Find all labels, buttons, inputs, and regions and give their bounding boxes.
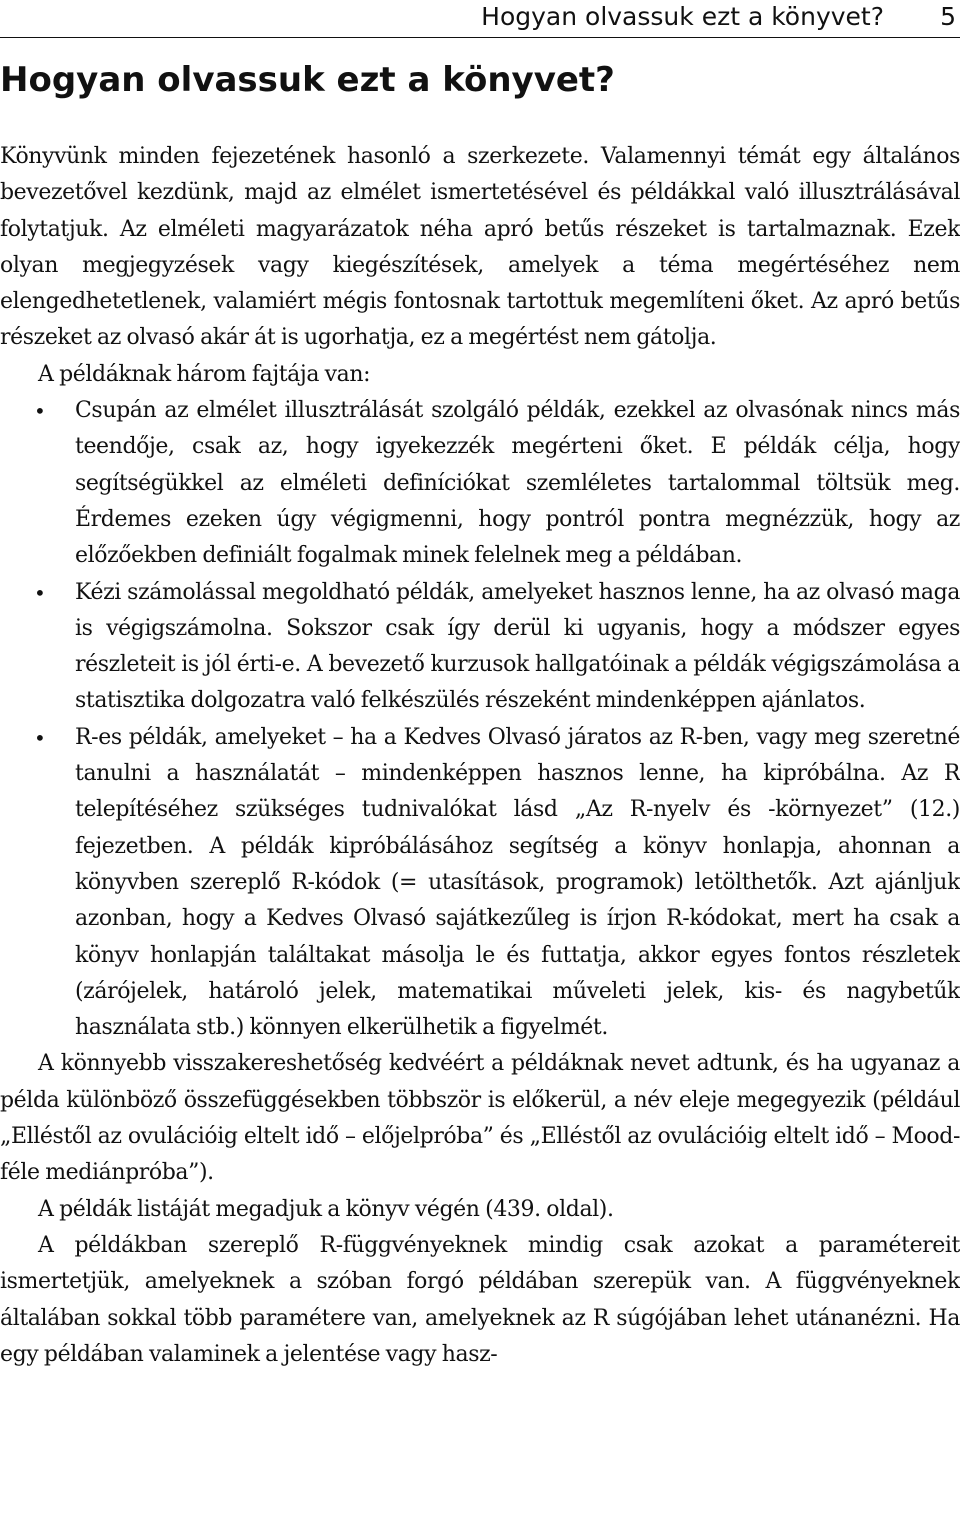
paragraph-example-naming: A könnyebb visszakereshetőség kedvéért a példáknak nevet adtunk, és ha ugyanaz a példa különböző összefüggésekben többször is előkerül, a név eleje megegyezik (például „Elléstől az ovulációig eltelt idő – előjelpróba” és „Elléstől az ovulációig eltelt idő – Mood-féle mediánpróba”). (0, 1051, 960, 1186)
bullet-icon: • (34, 580, 46, 605)
list-item-text: Csupán az elmélet illusztrálását szolgáló példák, ezekkel az olvasónak nincs más teendője, csak az, hogy igyekezzék megérteni őket. E példák célja, hogy segítségükkel az elméleti definíciókat szemléletes tartalommal töltsük meg. Érdemes ezeken úgy végigmenni, hogy pontról pontra megnézzük, hogy az előzőekben definiált fogalmak minek felelnek meg a példában. (75, 398, 960, 569)
list-item-manual-examples (0, 575, 960, 720)
list-item-r-examples (0, 720, 960, 1047)
paragraph-example-types-intro: A példáknak három fajtája van: (38, 361, 371, 387)
list-item-text: Kézi számolással megoldható példák, amelyeket hasznos lenne, ha az olvasó maga is végigszámolna. Sokszor csak így derül ki ugyanis, hogy a módszer egyes részleteit is jól érti-e. A bevezető kurzusok hallgatóinak a példák végigszámolása a statisztika dolgozatra való felkészülés részeként mindenképpen ajánlatos. (75, 579, 960, 714)
example-types-list (0, 393, 960, 1046)
bullet-icon: • (34, 399, 46, 424)
section-title: Hogyan olvassuk ezt a könyvet? (0, 60, 615, 100)
list-item-text: R-es példák, amelyeket – ha a Kedves Olvasó járatos az R-ben, vagy meg szeretné tanulni a használatát – mindenképpen hasznos lenne, ha kipróbálna. Az R telepítéséhez szükséges tudnivalókat lásd „Az R-nyelv és -környezet” (12.) fejezetben. A példák kipróbálásához segítség a könyv honlapja, ahonnan a könyvben szereplő R-kódok (= utasítások, programok) letölthetők. Azt ajánljuk azonban, hogy a Kedves Olvasó sajátkezűleg is írjon R-kódokat, mert ha csak a könyv honlapján találtakat másolja le és futtatja, akkor egyes fontos részletek (zárójelek, határoló jelek, matematikai műveleti jelek, kis- és nagybetűk használata stb.) könnyen elkerülhetik a figyelmét. (75, 724, 960, 1041)
running-header-title: Hogyan olvassuk ezt a könyvet? (481, 2, 884, 31)
paragraph-example-list: A példák listáját megadjuk a könyv végén (439. oldal). (38, 1196, 614, 1222)
paragraph-book-structure: Könyvünk minden fejezetének hasonló a szerkezete. Valamennyi témát egy általános bevezetővel kezdünk, majd az elmélet ismertetésével és példákkal való illusztrálásával folytatjuk. Az elméleti magyarázatok néha apró betűs részeket is tartalmaznak. Ezek olyan megjegyzések vagy kiegészítések, amelyek a téma megértéséhez nem elengedhetetlenek, valamiért mégis fontosnak tartottuk megemlíteni őket. Az apró betűs részeket az olvasó akár át is ugorhatja, ez a megértést nem gátolja. (0, 144, 960, 351)
bullet-icon: • (34, 725, 46, 750)
list-item-illustrative-examples (0, 393, 960, 574)
running-header (0, 0, 960, 38)
paragraph-r-functions: A példákban szereplő R-függvényeknek mindig csak azokat a paramétereit ismertetjük, amelyeknek a szóban forgó példában szerepük van. A függvényeknek általában sokkal több paramétere van, amelyeknek az R súgójában lehet utánanézni. Ha egy példában valaminek a jelentése vagy hasz- (0, 1232, 960, 1367)
body-text (0, 139, 960, 1373)
page-number: 5 (940, 2, 956, 31)
